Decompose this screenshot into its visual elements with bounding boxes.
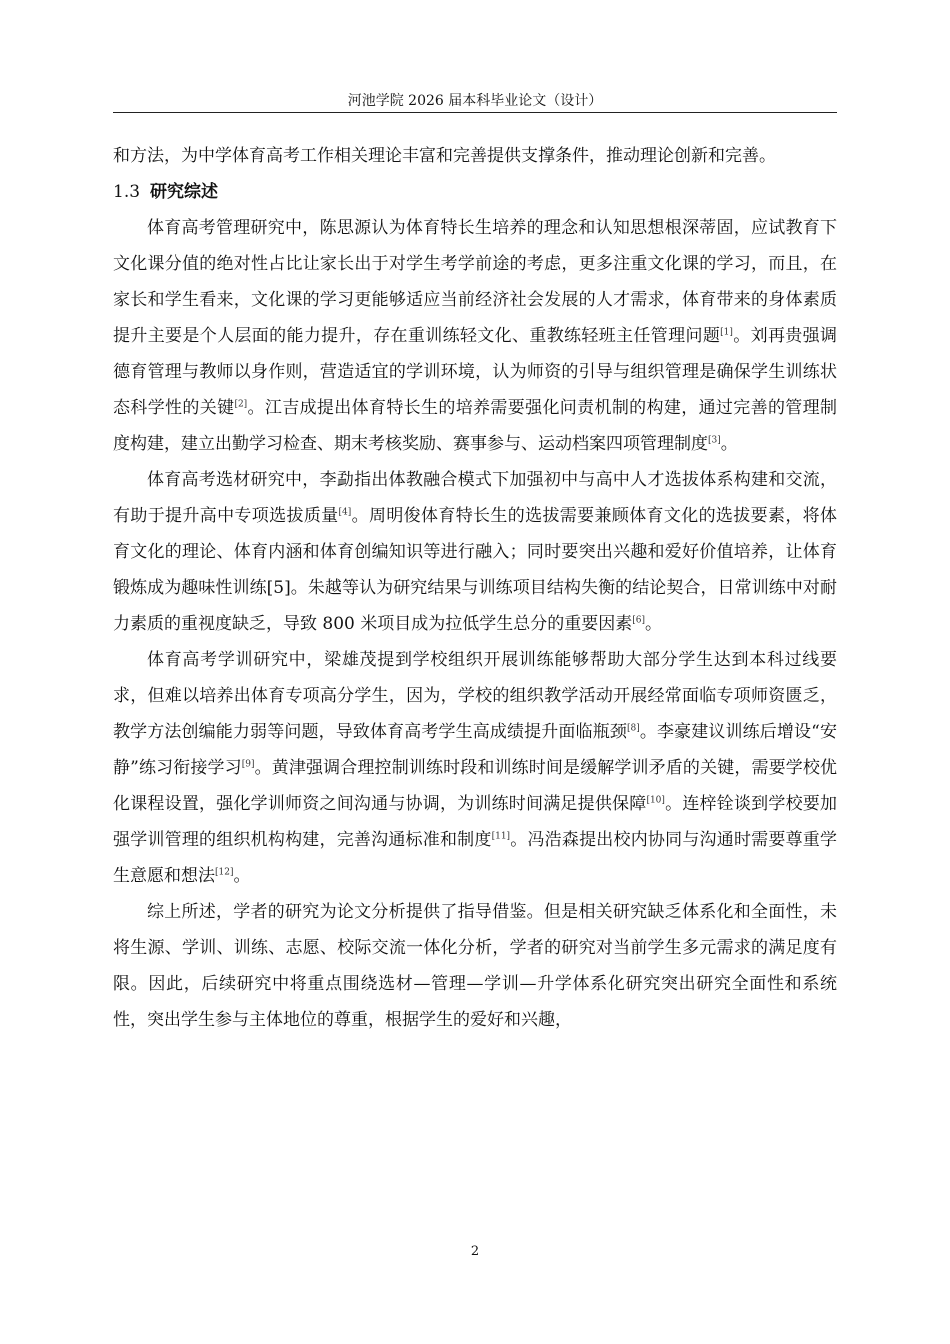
citation-marker: [4] — [338, 507, 352, 518]
paragraph — [113, 642, 837, 894]
citation-marker: [12] — [215, 867, 234, 878]
citation-marker: [3] — [708, 435, 721, 446]
paragraph-text: 综上所述，学者的研究为论文分析提供了指导借鉴。但是相关研究缺乏体系化和全面性，未将生源、学训、训练、志愿、校际交流一体化分析，学者的研究对当前学生多元需求的满足度有限。因此，后续研究中将重点围绕选材—管理—学训—升学体系化研究突出研究全面性和系统性，突出学生参与主体地位的尊重，根据学生的爱好和兴趣， — [113, 902, 837, 1030]
running-header: 河池学院 2026 届本科毕业论文（设计） — [347, 93, 603, 109]
paragraph-list — [113, 210, 837, 1038]
paragraph-text: 体育高考管理研究中，陈思源认为体育特长生培养的理念和认知思想根深蒂固，应试教育下文化课分值的绝对性占比让家长出于对学生考学前途的考虑，更多注重文化课的学习，而且，在家长和学生看来，文化课的学习更能够适应当前经济社会发展的人才需求，体育带来的身体素质提升主要是个人层面的能力提升，存在重训练轻文化、重教练轻班主任管理问题 — [113, 218, 837, 346]
paragraph-text: 。 — [233, 866, 251, 886]
section-number: 1.3 — [113, 182, 141, 202]
paragraph — [113, 894, 837, 1038]
paragraph-text: 。 — [720, 434, 738, 454]
paragraph — [113, 210, 837, 462]
paragraph-text: 体育高考选材研究中，李勐指出体教融合模式下加强初中与高中人才选拔体系构建和交流，有助于提升高中专项选拔质量 — [113, 470, 837, 526]
body-text — [113, 138, 837, 1038]
paragraph-text: 。冯浩森提出校内协同与沟通时需要尊重学生意愿和想法 — [113, 830, 838, 886]
section-title: 研究综述 — [150, 182, 219, 202]
continuation-paragraph: 和方法，为中学体育高考工作相关理论丰富和完善提供支撑条件，推动理论创新和完善。 — [113, 146, 776, 166]
page-number: 2 — [470, 1244, 480, 1259]
section-heading — [113, 174, 837, 210]
header-rule — [113, 112, 837, 113]
citation-marker: [8] — [626, 723, 640, 734]
paragraph-text: 。黄津强调合理控制训练时段和训练时间是缓解学训矛盾的关键，需要学校优化课程设置，强化学训师资之间沟通与协调，为训练时间满足提供保障 — [113, 758, 837, 814]
paragraph-text: 。江吉成提出体育特长生的培养需要强化问责机制的构建，通过完善的管理制度构建，建立出勤学习检查、期末考核奖励、赛事参与、运动档案四项管理制度 — [113, 398, 838, 454]
citation-marker: [10] — [646, 795, 665, 806]
citation-marker: [11] — [491, 831, 511, 842]
paragraph-text: 体育高考学训研究中，梁雄茂提到学校组织开展训练能够帮助大部分学生达到本科过线要求，但难以培养出体育专项高分学生，因为，学校的组织教学活动开展经常面临专项师资匮乏，教学方法创编能力弱等问题，导致体育高考学生高成绩提升面临瓶颈 — [113, 650, 837, 742]
paragraph-text: 。周明俊体育特长生的选拔需要兼顾体育文化的选拔要素，将体育文化的理论、体育内涵和体育创编知识等进行融入；同时要突出兴趣和爱好价值培养，让体育锻炼成为趣味性训练[5]。朱越等认为研究结果与训练项目结构失衡的结论契合，日常训练中对耐力素质的重视度缺乏，导致 800 米项目成为拉低学生总分的重要因素 — [113, 506, 838, 634]
paragraph-text: 。连梓铨谈到学校要加强学训管理的组织机构构建，完善沟通标准和制度 — [113, 794, 837, 850]
paragraph-text: 。李豪建议训练后增设“安静”练习衔接学习 — [113, 722, 837, 778]
citation-marker: [9] — [241, 759, 255, 770]
paragraph — [113, 462, 837, 642]
citation-marker: [1] — [720, 327, 733, 338]
paragraph-text: 。刘再贵强调德育管理与教师以身作则，营造适宜的学训环境，认为师资的引导与组织管理是确保学生训练状态科学性的关键 — [113, 326, 838, 418]
citation-marker: [6] — [632, 615, 646, 626]
citation-marker: [2] — [234, 399, 248, 410]
paragraph-text: 。 — [645, 614, 663, 634]
